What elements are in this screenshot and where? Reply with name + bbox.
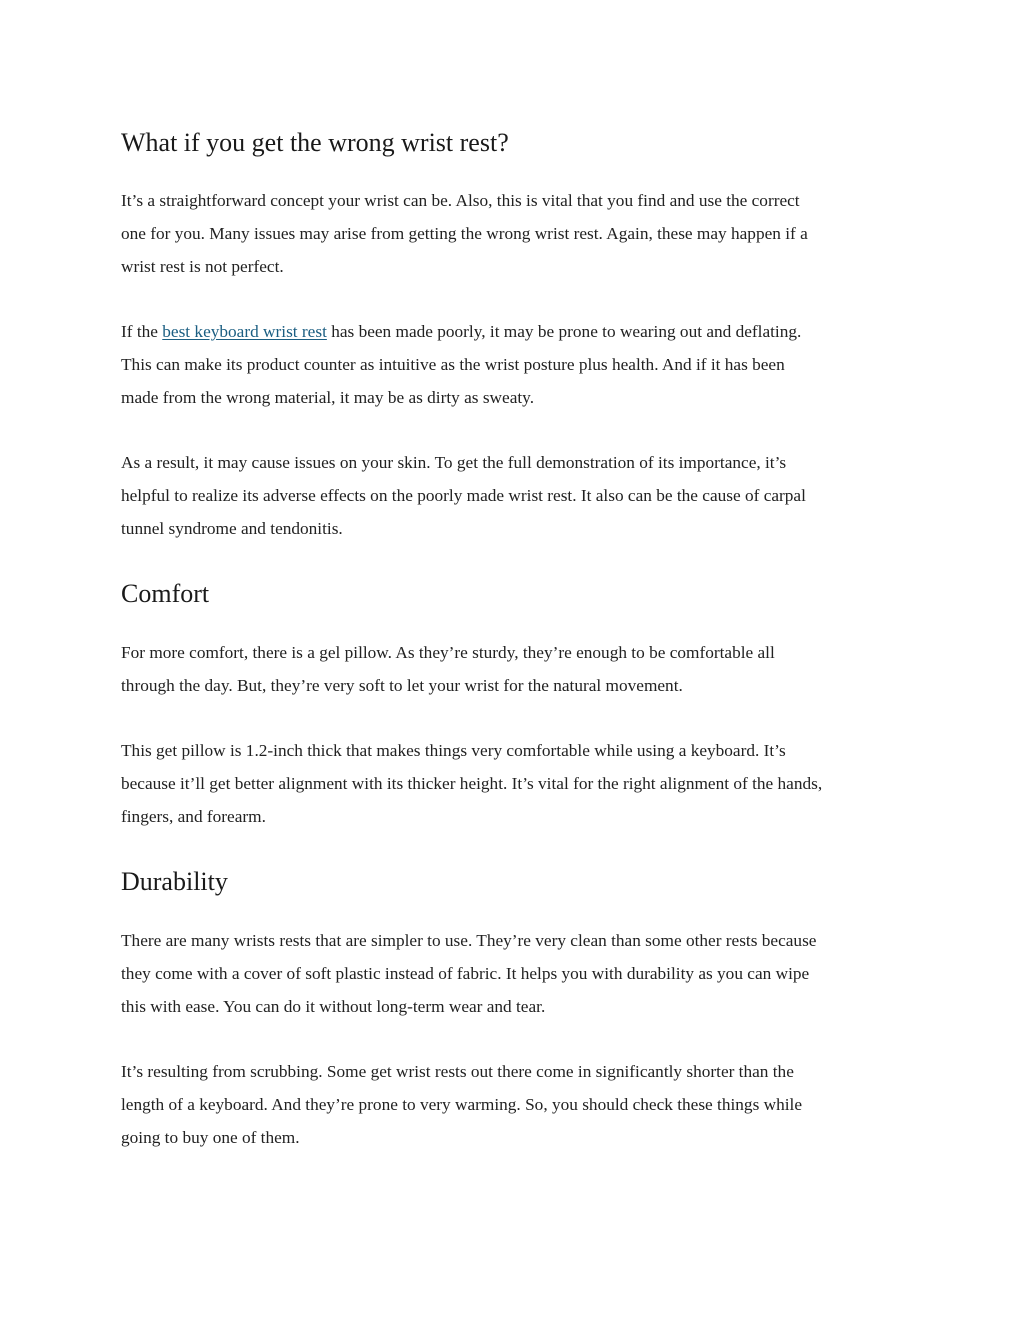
text-line: tunnel syndrome and tendonitis. xyxy=(121,518,343,538)
text-line: this with ease. You can do it without long-term wear and tear. xyxy=(121,996,546,1016)
section-heading-durability: Durability xyxy=(121,867,228,896)
text-line: There are many wrists rests that are simpler to use. They’re very clean than some other rests because xyxy=(121,931,817,950)
paragraph xyxy=(121,316,911,414)
text-line-with-link xyxy=(121,316,911,349)
section-heading-wrong-wrist-rest: What if you get the wrong wrist rest? xyxy=(121,128,509,157)
text-line: This can make its product counter as intuitive as the wrist posture plus health. And if it has been xyxy=(121,354,785,374)
text-line: It’s resulting from scrubbing. Some get wrist rests out there come in significantly shorter than the xyxy=(121,1062,794,1081)
text-line: one for you. Many issues may arise from getting the wrong wrist rest. Again, these may happen if a xyxy=(121,223,808,243)
text-line: helpful to realize its adverse effects on the poorly made wrist rest. It also can be the cause of carpal xyxy=(121,485,806,505)
paragraph xyxy=(121,447,911,545)
text-line: It’s a straightforward concept your wrist can be. Also, this is vital that you find and use the correct xyxy=(121,191,800,210)
paragraph xyxy=(121,637,911,703)
text-fragment: has been made poorly, it may be prone to wearing out and deflating. xyxy=(326,322,802,341)
paragraph xyxy=(121,925,911,1023)
paragraph xyxy=(121,735,911,833)
text-line: fingers, and forearm. xyxy=(121,806,266,826)
section-heading-comfort: Comfort xyxy=(121,579,210,608)
text-line: As a result, it may cause issues on your skin. To get the full demonstration of its importance, it’s xyxy=(121,453,787,472)
paragraph xyxy=(121,185,911,283)
text-line: going to buy one of them. xyxy=(121,1127,300,1147)
text-line: made from the wrong material, it may be as dirty as sweaty. xyxy=(121,387,535,407)
paragraph xyxy=(121,1056,911,1154)
text-fragment: If the xyxy=(121,322,163,341)
text-line: length of a keyboard. And they’re prone to very warming. So, you should check these things while xyxy=(121,1094,803,1114)
text-line: they come with a cover of soft plastic instead of fabric. It helps you with durability as you can wipe xyxy=(121,963,810,983)
text-line: For more comfort, there is a gel pillow. As they’re sturdy, they’re enough to be comfortable all xyxy=(121,643,775,662)
best-keyboard-wrist-rest-link[interactable]: best keyboard wrist rest xyxy=(162,322,327,341)
text-line: wrist rest is not perfect. xyxy=(121,256,284,276)
text-line: through the day. But, they’re very soft to let your wrist for the natural movement. xyxy=(121,675,683,695)
text-line: This get pillow is 1.2-inch thick that makes things very comfortable while using a keyboard. It’s xyxy=(121,741,786,760)
text-line: because it’ll get better alignment with its thicker height. It’s vital for the right alignment of the hands, xyxy=(121,773,823,793)
